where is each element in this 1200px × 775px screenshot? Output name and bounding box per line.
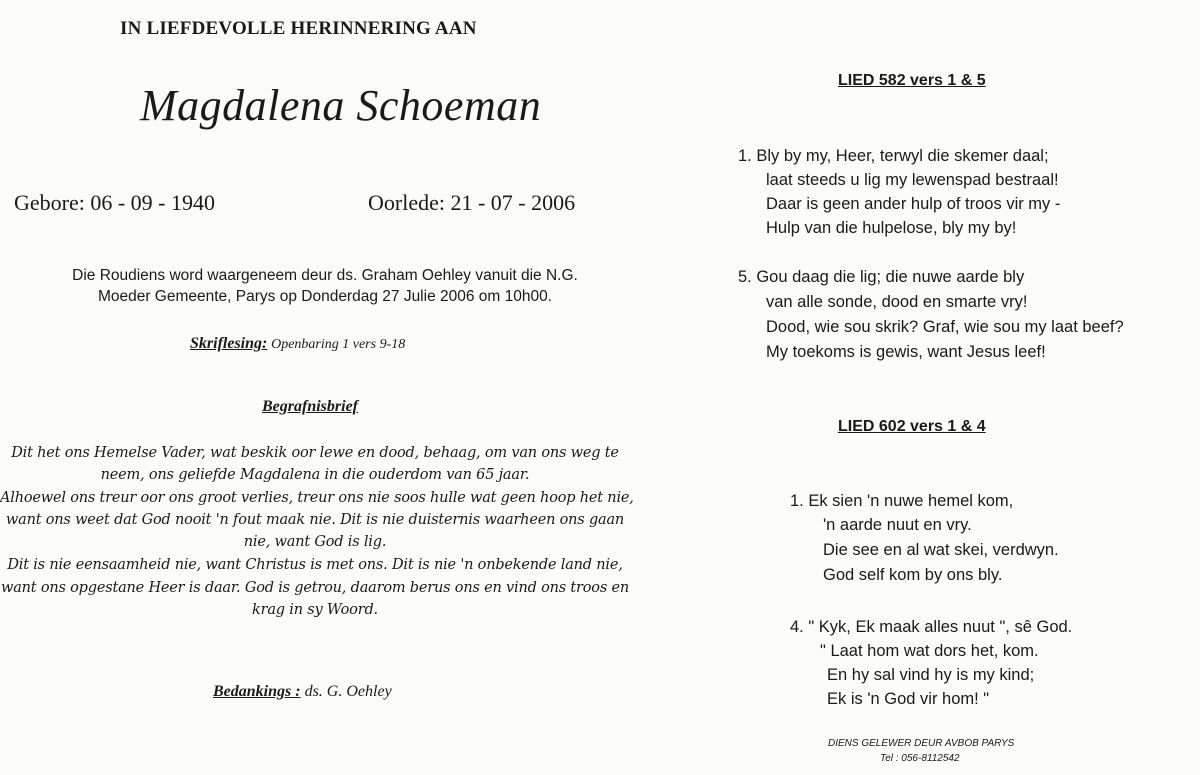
- scripture-value: Openbaring 1 vers 9-18: [271, 337, 406, 352]
- service-line: Moeder Gemeente, Parys op Donderdag 27 Julie 2006 om 10h00.: [97, 288, 553, 305]
- hymn-line: En hy sal vind hy is my kind;: [827, 666, 1035, 684]
- hymn-line: laat steeds u lig my lewenspad bestraal!: [766, 171, 1059, 189]
- birth-date: Gebore: 06 - 09 - 1940: [14, 190, 216, 215]
- deceased-name: Magdalena Schoeman: [140, 81, 542, 130]
- hymn-line: Die see en al wat skei, verdwyn.: [823, 541, 1059, 559]
- funeral-letter-title: Begrafnisbrief: [262, 398, 358, 415]
- scripture-reading: [190, 335, 405, 353]
- hymn-line: Daar is geen ander hulp of troos vir my -: [766, 195, 1061, 213]
- hymn-line: 1. Ek sien 'n nuwe hemel kom,: [790, 492, 1014, 510]
- hymn-line: Ek is 'n God vir hom! ": [827, 690, 990, 708]
- hymn-line: van alle sonde, dood en smarte vry!: [766, 293, 1028, 311]
- letter-line: Dit is nie eensaamheid nie, want Christus is met ons. Dit is nie 'n onbekende land nie,: [7, 557, 623, 573]
- thanks-value: ds. G. Oehley: [304, 683, 392, 700]
- hymn-582-title: LIED 582 vers 1 & 5: [838, 72, 986, 89]
- funeral-service-provider: DIENS GELEWER DEUR AVBOB PARYS: [828, 738, 1015, 749]
- memorial-heading: IN LIEFDEVOLLE HERINNERING AAN: [120, 18, 477, 39]
- hymn-line: 5. Gou daag die lig; die nuwe aarde bly: [738, 268, 1025, 286]
- letter-line: neem, ons geliefde Magdalena in die ouderdom van 65 jaar.: [100, 467, 530, 483]
- hymn-line: Dood, wie sou skrik? Graf, wie sou my laat beef?: [766, 318, 1124, 336]
- provider-phone: Tel : 056-8112542: [880, 753, 960, 764]
- hymn-line: 4. " Kyk, Ek maak alles nuut ", sê God.: [790, 618, 1073, 636]
- death-date: Oorlede: 21 - 07 - 2006: [368, 190, 576, 215]
- letter-line: Alhoewel ons treur oor ons groot verlies, treur ons nie soos hulle wat geen hoop het nie,: [0, 490, 634, 506]
- letter-line: want ons weet dat God nooit 'n fout maak nie. Dit is nie duisternis waarheen ons gaan: [5, 512, 625, 528]
- letter-line: want ons opgestane Heer is daar. God is getrou, daarom berus ons en vind ons troos en: [0, 580, 630, 596]
- letter-line: nie, want God is lig.: [243, 534, 387, 550]
- acknowledgements: [213, 683, 392, 701]
- hymn-line: 1. Bly by my, Heer, terwyl die skemer daal;: [738, 147, 1049, 165]
- letter-line: krag in sy Woord.: [252, 602, 378, 618]
- hymn-line: " Laat hom wat dors het, kom.: [820, 642, 1039, 660]
- thanks-label: Bedankings :: [213, 683, 301, 700]
- scripture-label: Skriflesing:: [190, 335, 268, 352]
- letter-line: Dit het ons Hemelse Vader, wat beskik oor lewe en dood, behaag, om van ons weg te: [11, 445, 619, 461]
- service-line: Die Roudiens word waargeneem deur ds. Graham Oehley vanuit die N.G.: [72, 267, 578, 284]
- hymn-line: My toekoms is gewis, want Jesus leef!: [766, 343, 1046, 361]
- hymn-602-title: LIED 602 vers 1 & 4: [838, 418, 986, 435]
- hymn-line: God self kom by ons bly.: [823, 566, 1003, 584]
- hymn-line: Hulp van die hulpelose, bly my by!: [766, 219, 1017, 237]
- hymn-line: 'n aarde nuut en vry.: [823, 516, 972, 534]
